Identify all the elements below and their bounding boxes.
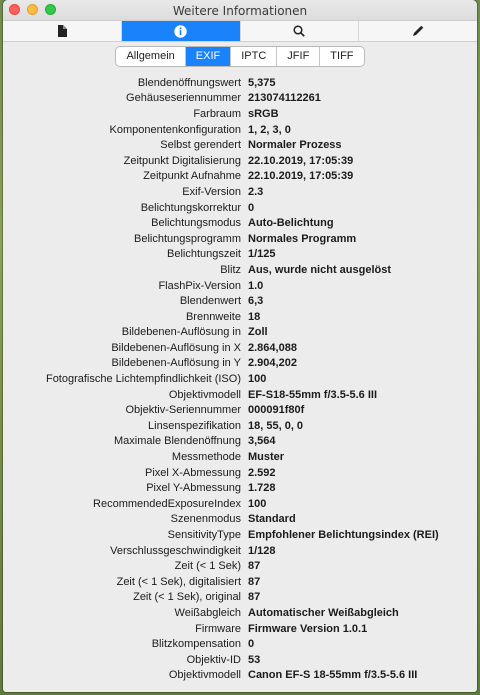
table-row	[3, 122, 477, 138]
row-label: Blendenwert	[179, 295, 241, 308]
table-row	[3, 293, 477, 309]
row-label: Blitz	[220, 263, 241, 276]
inspector-toolbar	[3, 20, 477, 42]
tab-iptc[interactable]: IPTC	[231, 47, 277, 66]
row-value[interactable]: Automatischer Weißabgleich	[248, 606, 399, 619]
row-value[interactable]: 100	[248, 497, 267, 510]
row-label: Bildebenen-Auflösung in X	[111, 341, 241, 354]
row-label: SensitivityType	[167, 529, 241, 542]
row-value[interactable]: 5,375	[248, 76, 276, 89]
table-row	[3, 106, 477, 122]
row-value[interactable]: 53	[248, 653, 261, 666]
info-icon	[174, 25, 187, 38]
table-row	[3, 247, 477, 263]
window-title: Weitere Informationen	[172, 4, 308, 18]
table-row	[3, 340, 477, 356]
row-value[interactable]: Normaler Prozess	[248, 139, 342, 152]
row-value[interactable]: Empfohlener Belichtungsindex (REI)	[248, 529, 439, 542]
table-row	[3, 309, 477, 325]
row-label: Belichtungszeit	[167, 248, 241, 261]
row-value[interactable]: 1/125	[248, 248, 276, 261]
table-row	[3, 590, 477, 606]
row-value[interactable]: 22.10.2019, 17:05:39	[248, 154, 354, 167]
row-value[interactable]: 1, 2, 3, 0	[248, 123, 291, 136]
row-label: Zeitpunkt Digitalisierung	[123, 154, 241, 167]
row-label: Belichtungsprogramm	[134, 232, 241, 245]
row-label: Szenenmodus	[170, 513, 241, 526]
row-value[interactable]: Muster	[248, 451, 285, 464]
row-value[interactable]: 1.728	[248, 482, 276, 495]
row-label: FlashPix-Version	[158, 279, 241, 292]
row-value[interactable]: 0	[248, 638, 255, 651]
table-row	[3, 371, 477, 387]
table-row	[3, 480, 477, 496]
table-row	[3, 434, 477, 450]
table-row	[3, 231, 477, 247]
tab-annotate[interactable]	[359, 21, 477, 41]
row-label: Blitzkompensation	[151, 638, 241, 651]
row-label: Gehäuseseriennummer	[126, 92, 241, 105]
tab-exif[interactable]: EXIF	[186, 47, 231, 66]
row-value[interactable]: Auto-Belichtung	[248, 217, 334, 230]
row-value[interactable]: 2.864,088	[248, 341, 297, 354]
row-value[interactable]: 22.10.2019, 17:05:39	[248, 170, 354, 183]
row-value[interactable]: 213074112261	[248, 92, 321, 105]
table-row	[3, 418, 477, 434]
row-value[interactable]: 6,3	[248, 295, 264, 308]
table-row	[3, 652, 477, 668]
table-row	[3, 262, 477, 278]
exif-table	[3, 75, 477, 683]
row-label: Messmethode	[171, 451, 241, 464]
document-icon	[57, 25, 67, 37]
tab-search[interactable]	[241, 21, 360, 41]
table-row	[3, 543, 477, 559]
row-label: Zeit (< 1 Sek), digitalisiert	[116, 575, 241, 588]
row-label: Zeit (< 1 Sek)	[174, 560, 241, 573]
table-row	[3, 605, 477, 621]
row-label: Zeit (< 1 Sek), original	[133, 591, 241, 604]
table-row	[3, 574, 477, 590]
table-row	[3, 153, 477, 169]
row-label: Fotografische Lichtempfindlichkeit (ISO)	[45, 373, 241, 386]
row-value[interactable]: 87	[248, 560, 261, 573]
row-value[interactable]: Standard	[248, 513, 296, 526]
row-label: Belichtungsmodus	[151, 217, 241, 230]
row-label: Pixel X-Abmessung	[145, 466, 241, 479]
row-value[interactable]: Zoll	[248, 326, 268, 339]
table-row	[3, 387, 477, 403]
table-row	[3, 402, 477, 418]
row-value[interactable]: Aus, wurde nicht ausgelöst	[248, 263, 392, 276]
minimize-button[interactable]	[27, 4, 38, 15]
row-label: Selbst gerendert	[160, 139, 241, 152]
tab-jfif[interactable]: JFIF	[277, 47, 320, 66]
table-row	[3, 512, 477, 528]
row-label: Verschlussgeschwindigkeit	[110, 544, 241, 557]
row-value[interactable]: 1/128	[248, 544, 276, 557]
row-label: Objektivmodell	[168, 388, 241, 401]
info-window	[3, 0, 477, 692]
table-row	[3, 325, 477, 341]
table-row	[3, 496, 477, 512]
row-label: Linsenspezifikation	[148, 419, 241, 432]
row-label: Blendenöffnungswert	[137, 76, 241, 89]
row-label: Bildebenen-Auflösung in Y	[111, 357, 241, 370]
table-row	[3, 668, 477, 684]
window-controls	[9, 4, 56, 15]
row-label: Objektiv-ID	[186, 653, 241, 666]
row-label: Firmware	[195, 622, 241, 635]
row-label: Objektivmodell	[168, 669, 241, 682]
tab-allgemein[interactable]: Allgemein	[116, 47, 185, 66]
row-label: Maximale Blendenöffnung	[114, 435, 241, 448]
row-value[interactable]: Firmware Version 1.0.1	[248, 622, 368, 635]
table-row	[3, 137, 477, 153]
table-row	[3, 184, 477, 200]
row-value[interactable]: sRGB	[248, 107, 279, 120]
table-row	[3, 278, 477, 294]
tab-more-info[interactable]	[122, 21, 241, 41]
row-value[interactable]: 87	[248, 591, 261, 604]
row-value[interactable]: EF-S18-55mm f/3.5-5.6 III	[248, 388, 377, 401]
row-value[interactable]: 2.904,202	[248, 357, 297, 370]
row-value[interactable]: 18	[248, 310, 261, 323]
tab-tiff[interactable]: TIFF	[330, 50, 354, 62]
table-row	[3, 558, 477, 574]
table-row	[3, 527, 477, 543]
row-value[interactable]: 2.3	[248, 185, 264, 198]
table-row	[3, 169, 477, 185]
table-row	[3, 200, 477, 216]
row-value[interactable]: Canon EF-S 18-55mm f/3.5-5.6 III	[248, 669, 418, 682]
table-row	[3, 356, 477, 372]
row-value[interactable]: 000091f80f	[248, 404, 305, 417]
row-value[interactable]: 0	[248, 201, 255, 214]
zoom-button[interactable]	[45, 4, 56, 15]
row-value[interactable]: 100	[248, 373, 267, 386]
row-value[interactable]: Normales Programm	[248, 232, 357, 245]
row-label: Pixel Y-Abmessung	[146, 482, 241, 495]
row-value[interactable]: 2.592	[248, 466, 276, 479]
row-label: Brennweite	[185, 310, 241, 323]
table-row	[3, 636, 477, 652]
row-label: Objektiv-Seriennummer	[125, 404, 241, 417]
close-button[interactable]	[9, 4, 20, 15]
row-label: Weißabgleich	[174, 606, 241, 619]
tab-general-info[interactable]	[3, 21, 122, 41]
row-label: Farbraum	[193, 107, 241, 120]
table-row	[3, 91, 477, 107]
row-label: RecommendedExposureIndex	[93, 497, 241, 510]
row-value[interactable]: 18, 55, 0, 0	[248, 419, 304, 432]
row-value[interactable]: 3,564	[248, 435, 276, 448]
table-row	[3, 621, 477, 637]
search-icon	[293, 25, 305, 37]
metadata-segmented-control	[115, 46, 364, 67]
row-value[interactable]: 87	[248, 575, 261, 588]
title-bar[interactable]	[3, 0, 477, 20]
table-row	[3, 449, 477, 465]
row-value[interactable]: 1.0	[248, 279, 264, 292]
row-label: Exif-Version	[182, 185, 241, 198]
row-label: Bildebenen-Auflösung in	[121, 326, 241, 339]
row-label: Komponentenkonfiguration	[109, 123, 241, 136]
pencil-icon	[412, 25, 424, 37]
table-row	[3, 465, 477, 481]
table-row	[3, 75, 477, 91]
row-label: Zeitpunkt Aufnahme	[143, 170, 241, 183]
row-label: Belichtungskorrektur	[140, 201, 241, 214]
table-row	[3, 215, 477, 231]
